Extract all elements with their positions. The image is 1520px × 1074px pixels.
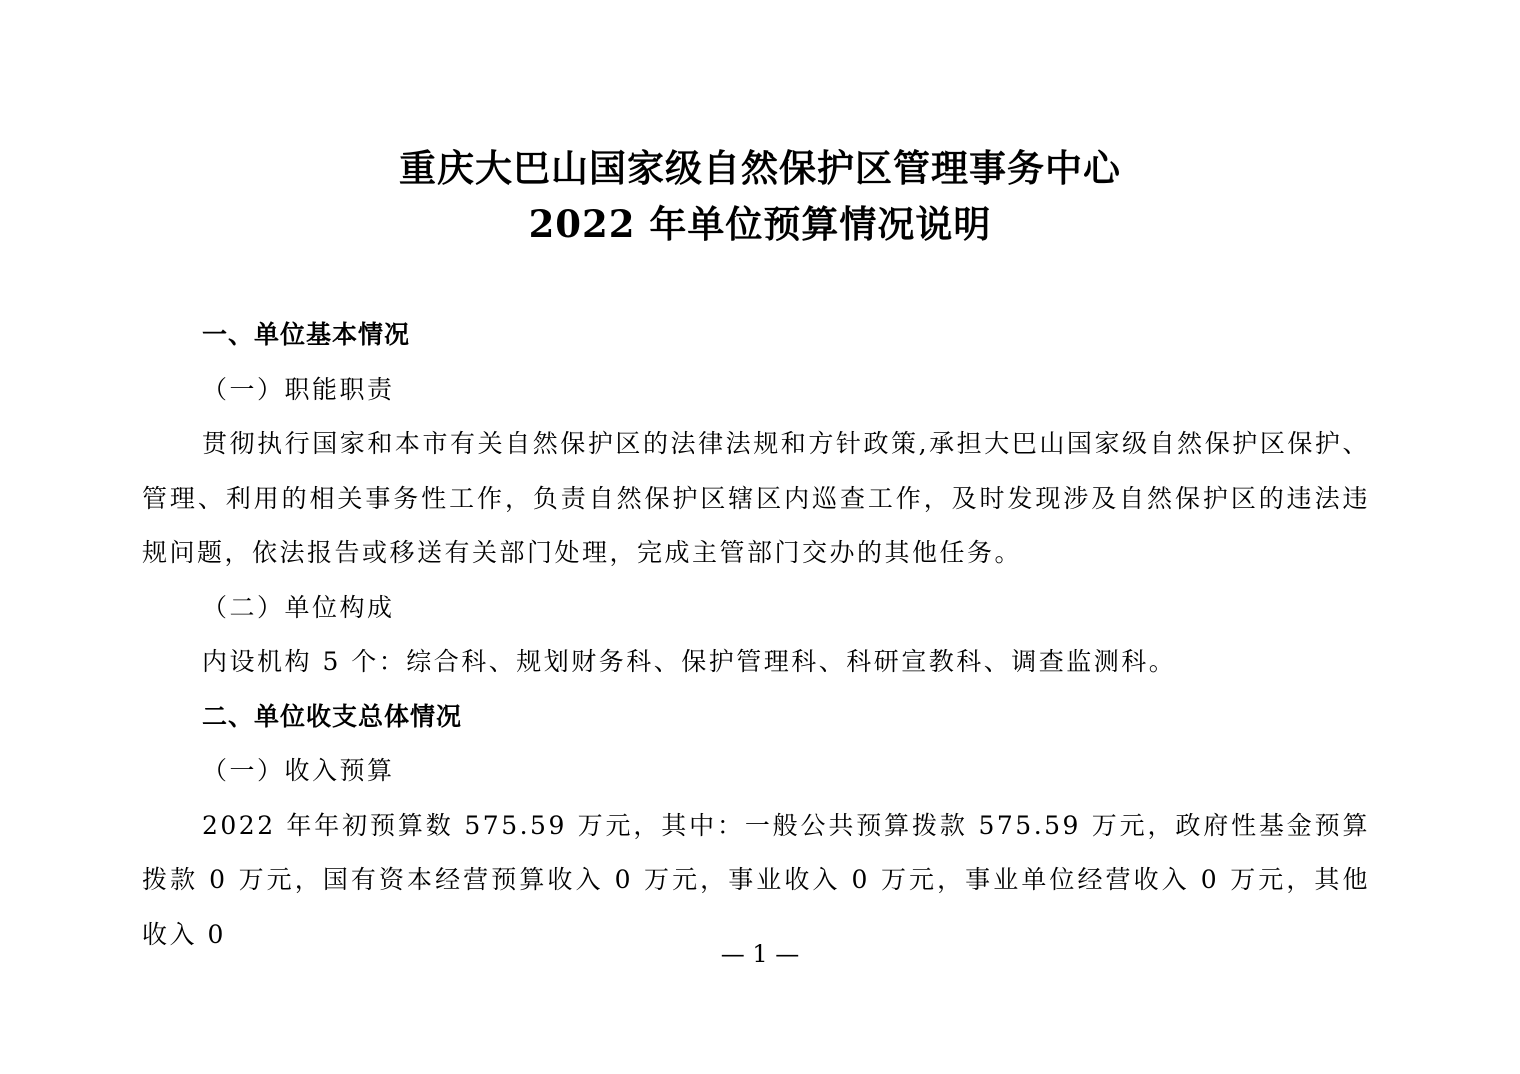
section1-duties-paragraph: 贯彻执行国家和本市有关自然保护区的法律法规和方针政策,承担大巴山国家级自然保护区保护、管理、利用的相关事务性工作，负责自然保护区辖区内巡查工作，及时发现涉及自然保护区的违法违规问题，依法报告或移送有关部门处理，完成主管部门交办的其他任务。 — [142, 429, 1370, 567]
section2-heading: 二、单位收支总体情况 — [202, 701, 463, 731]
page-number: — 1 — — [720, 940, 800, 968]
section1-subheading-duties: （一）职能职责 — [202, 374, 395, 404]
document-title — [0, 140, 1520, 252]
section2-subheading-income: （一）收入预算 — [202, 756, 395, 785]
section1-heading: 一、单位基本情况 — [202, 320, 411, 349]
document-body — [142, 308, 1370, 962]
section2-income-paragraph: 2022 年年初预算数 575.59 万元，其中：一般公共预算拨款 575.59 万元，政府性基金预算拨款 0 万元，国有资本经营预算收入 0 万元，事业收入 0 万元，事业单位经营收入 0 万元，其他收入 0 — [142, 810, 1370, 949]
section1-composition-paragraph: 内设机构 5 个：综合科、规划财务科、保护管理科、科研宣教科、调查监测科。 — [202, 647, 1177, 676]
title-line-organization: 重庆大巴山国家级自然保护区管理事务中心 — [399, 146, 1121, 190]
section1-subheading-composition: （二）单位构成 — [202, 592, 395, 622]
title-line-report: 2022 年单位预算情况说明 — [528, 202, 992, 246]
